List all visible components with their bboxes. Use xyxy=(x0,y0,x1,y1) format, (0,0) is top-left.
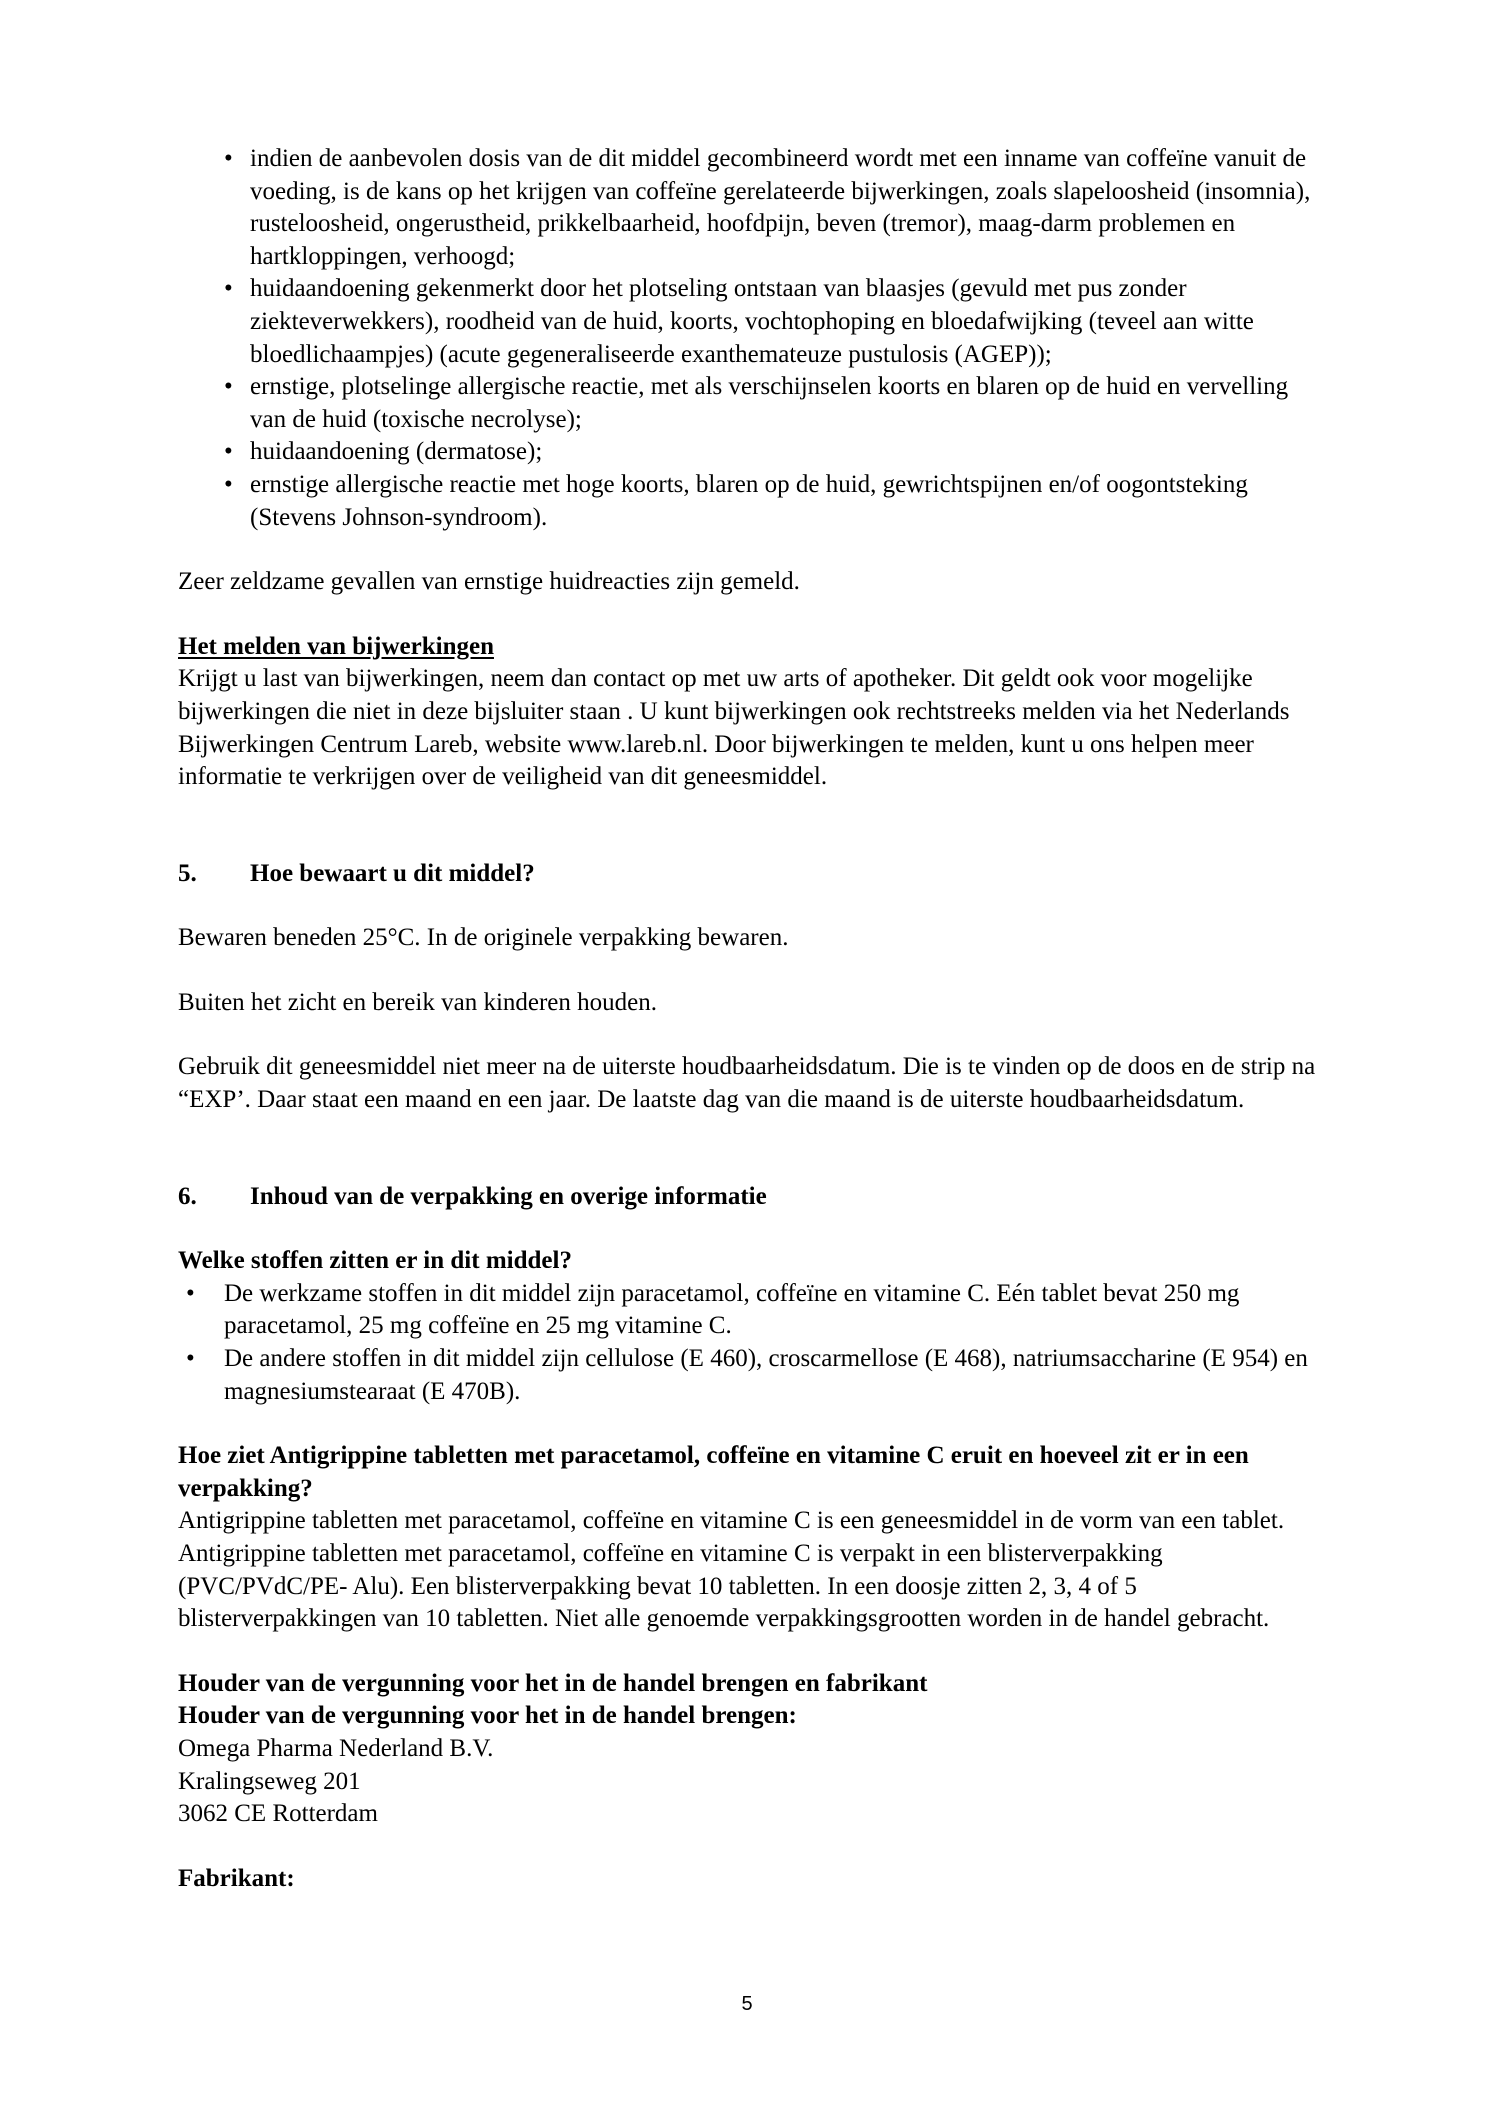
reporting-text: Krijgt u last van bijwerkingen, neem dan contact op met uw arts of apotheker. Dit geldt ook voor mogelijke bijwerkingen die niet in deze bijsluiter staan . U kunt bijwerkingen ook rechtstreeks melden via het Nederlands Bijwerkingen Centrum Lareb, website www.lareb.nl. Door bijwerkingen te melden, kunt u ons helpen meer informatie te verkrijgen over de veiligheid van dit geneesmiddel. xyxy=(178,665,1290,791)
section-6-heading xyxy=(178,1181,1318,1214)
list-item: • huidaandoening gekenmerkt door het plotseling ontstaan van blaasjes (gevuld met pus zonder ziekteverwekkers), roodheid van de huid, koorts, vochtophoping en bloedafwijking (teveel aan witte bloedlichaampjes) (acute gegeneraliseerde exanthemateuze pustulosis (AGEP)); xyxy=(178,273,1318,371)
appearance-heading: Hoe ziet Antigrippine tabletten met paracetamol, coffeïne en vitamine C eruit en hoeveel zit er in een verpakking? xyxy=(178,1442,1249,1502)
reporting-heading: Het melden van bijwerkingen xyxy=(178,632,494,660)
section-title: Inhoud van de verpakking en overige informatie xyxy=(250,1182,767,1210)
section-title: Hoe bewaart u dit middel? xyxy=(250,859,535,887)
side-effects-list xyxy=(178,143,1318,534)
storage-temperature-text: Bewaren beneden 25°C. In de originele verpakking bewaren. xyxy=(178,924,789,952)
page-number: 5 xyxy=(741,1993,753,2015)
list-item: • De werkzame stoffen in dit middel zijn paracetamol, coffeïne en vitamine C. Eén tablet bevat 250 mg paracetamol, 25 mg coffeïne en 25 mg vitamine C. xyxy=(178,1278,1318,1343)
substances-heading: Welke stoffen zitten er in dit middel? xyxy=(178,1247,572,1275)
list-item: • huidaandoening (dermatose); xyxy=(178,436,1318,469)
holder-manufacturer-heading: Houder van de vergunning voor het in de handel brengen en fabrikant xyxy=(178,1669,928,1697)
appearance-text: Antigrippine tabletten met paracetamol, coffeïne en vitamine C is een geneesmiddel in de vorm van een tablet. xyxy=(178,1507,1285,1535)
list-item: • ernstige, plotselinge allergische reactie, met als verschijnselen koorts en blaren op de huid en vervelling van de huid (toxische necrolyse); xyxy=(178,371,1318,436)
section-number: 6. xyxy=(178,1182,197,1210)
section-number: 5. xyxy=(178,859,197,887)
children-warning-text: Buiten het zicht en bereik van kinderen houden. xyxy=(178,988,658,1016)
holder-name: Omega Pharma Nederland B.V. xyxy=(178,1734,494,1762)
substances-list xyxy=(178,1278,1318,1408)
holder-street: Kralingseweg 201 xyxy=(178,1767,361,1795)
manufacturer-heading: Fabrikant: xyxy=(178,1864,295,1892)
expiry-text: Gebruik dit geneesmiddel niet meer na de uiterste houdbaarheidsdatum. Die is te vinden op de doos en de strip na “EXP’. Daar staat een maand en een jaar. De laatste dag van die maand is de uiterste houdbaarheidsdatum. xyxy=(178,1053,1316,1114)
list-item: • ernstige allergische reactie met hoge koorts, blaren op de huid, gewrichtspijnen en/of oogontsteking (Stevens Johnson-syndroom). xyxy=(178,469,1318,534)
holder-city: 3062 CE Rotterdam xyxy=(178,1800,378,1828)
rare-skin-reactions-text: Zeer zeldzame gevallen van ernstige huidreacties zijn gemeld. xyxy=(178,568,800,596)
list-item: • indien de aanbevolen dosis van de dit middel gecombineerd wordt met een inname van coffeïne vanuit de voeding, is de kans op het krijgen van coffeïne gerelateerde bijwerkingen, zoals slapeloosheid (insomnia), rusteloosheid, ongerustheid, prikkelbaarheid, hoofdpijn, beven (tremor), maag-darm problemen en hartkloppingen, verhoogd; xyxy=(178,143,1318,273)
packaging-text: Antigrippine tabletten met paracetamol, coffeïne en vitamine C is verpakt in een blisterverpakking (PVC/PVdC/PE- Alu). Een blisterverpakking bevat 10 tabletten. In een doosje zitten 2, 3, 4 of 5 blisterverpakkingen van 10 tabletten. Niet alle genoemde verpakkingsgrootten worden in de handel gebracht. xyxy=(178,1540,1270,1633)
document-page xyxy=(178,143,1318,1895)
list-item: • De andere stoffen in dit middel zijn cellulose (E 460), croscarmellose (E 468), natriumsaccharine (E 954) en magnesiumstearaat (E 470B). xyxy=(178,1343,1318,1408)
holder-heading: Houder van de vergunning voor het in de handel brengen: xyxy=(178,1702,797,1730)
section-5-heading xyxy=(178,858,1318,891)
